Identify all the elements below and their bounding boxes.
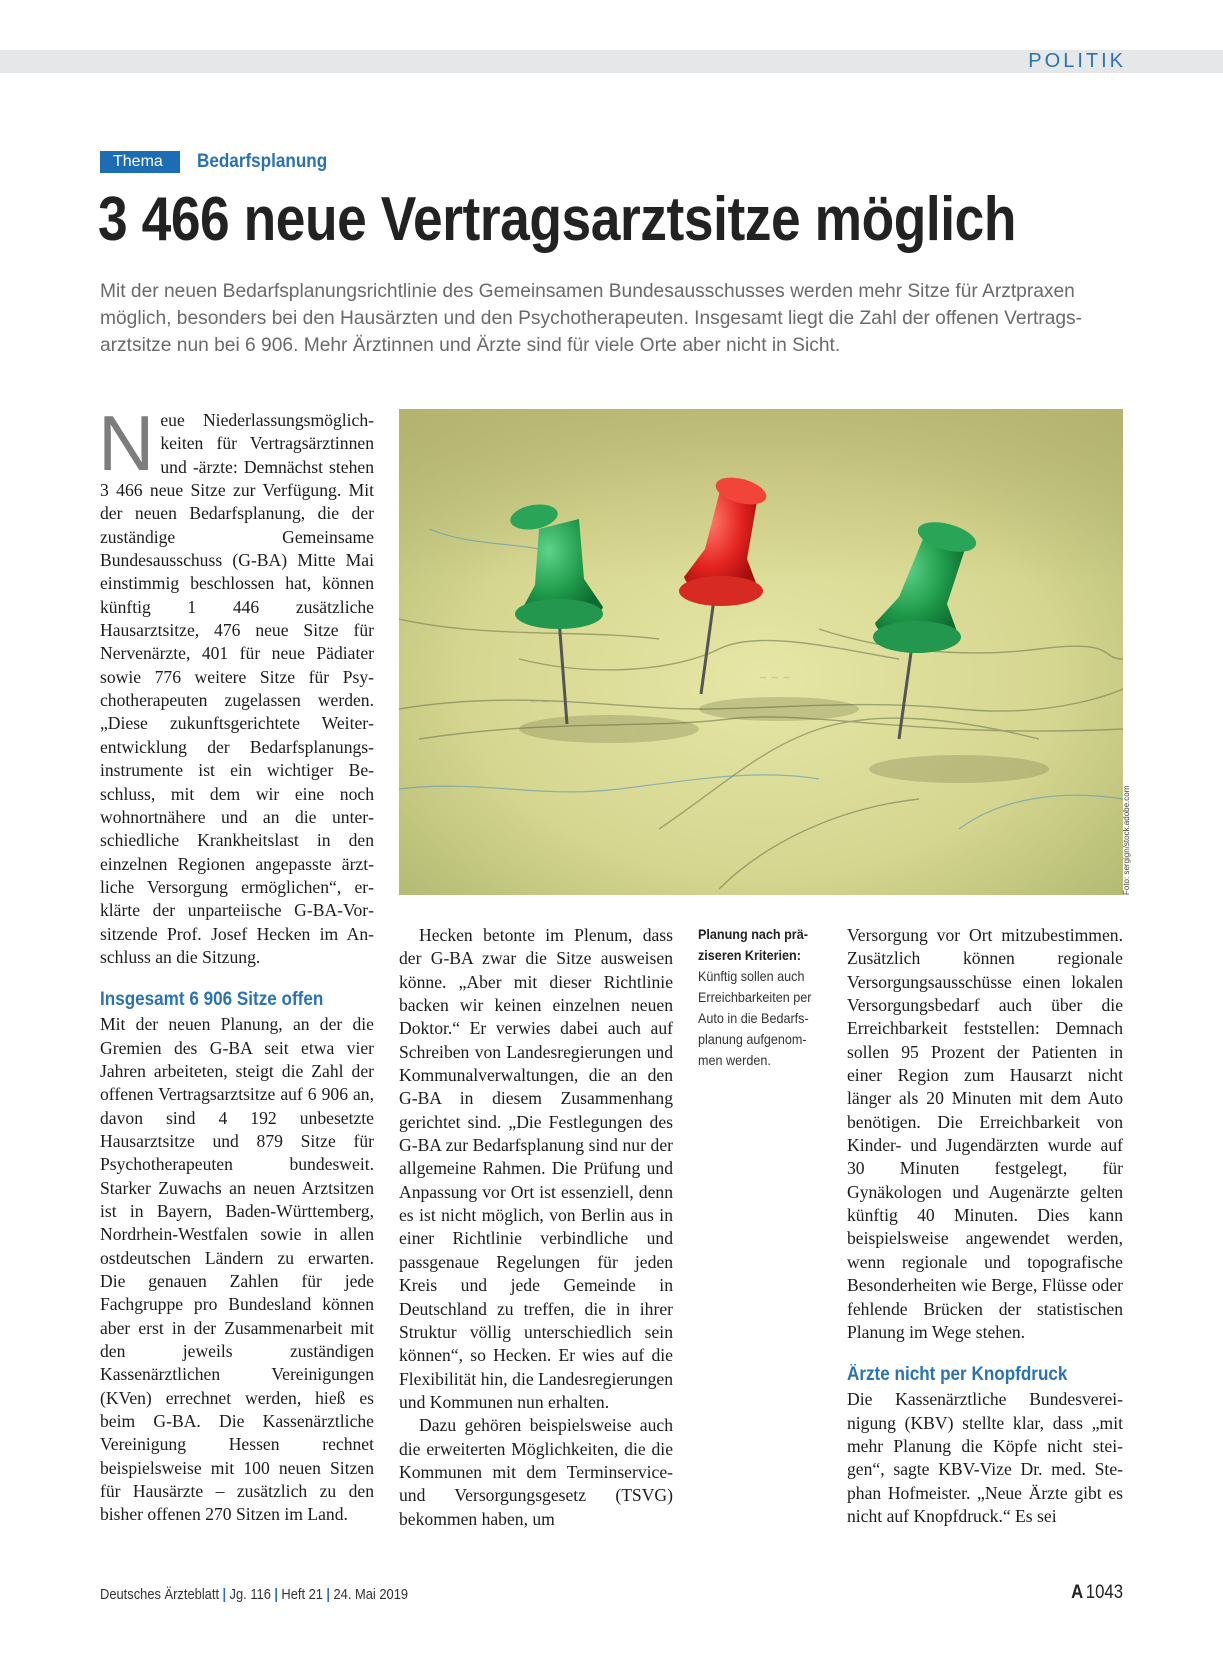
photo-caption (698, 924, 815, 1071)
drop-cap: N (98, 399, 155, 487)
lead-paragraph: Mit der neuen Bedarfsplanungsrichtlinie des Gemeinsamen Bundesausschusses werden mehr Sitze für Arztpraxen möglich, besonders bei den Hausärzten und den Psychotherapeuten. Insgesamt liegt die Zahl der offenen Vertragsarztsitze nun bei 6 906. Mehr Ärztinnen und Ärzte sind für viele Orte aber nicht in Sicht. (100, 281, 1083, 356)
subheading: Ärzte nicht per Knopfdruck (847, 1364, 1068, 1386)
svg-text:~ ~: ~ ~ (529, 697, 549, 708)
kicker-topic: Bedarfsplanung (197, 151, 328, 172)
svg-text:~ ~ ~: ~ ~ ~ (759, 673, 791, 684)
journal-name: Deutsches Ärzteblatt (100, 1586, 220, 1603)
article-paragraph: Dazu gehören beispielsweise auch die erweiterten Möglichkeiten, die die Kommunen mit dem Terminservice- und Versorgungsgesetz (TSVG) bekommen haben, um (399, 1415, 673, 1529)
article-column-3 (847, 924, 1123, 1528)
photo-credit: Foto: sergign/stock.adobe.com (1122, 785, 1131, 895)
article-paragraph: Versorgung vor Ort mitzubestimmen. Zusätzlich können regionale Versorgungsausschüsse einen lokalen Versorgungsbedarf auch über die Erreichbarkeit feststellen: Demnach sollen 95 Prozent der Patienten in einer Region zum Hausarzt nicht länger als 20 Minuten mit dem Auto benötigen. Die Erreichbarkeit von Kinder- und Jugendärzten wurde auf 30 Minuten festgelegt, für Gynäkologen und Augenärzte gelten künftig 40 Minuten. Dies kann beispielsweise angewendet werden, wenn regionale und topografische Besonderheiten wie Berge, Flüsse oder fehlende Brücken der statistischen Planung im Wege stehen. (847, 925, 1123, 1342)
section-label: POLITIK (1028, 50, 1126, 72)
article-column-2 (399, 924, 673, 1531)
article-paragraph: Die Kassenärztliche Bundesvereinigung (KBV) stellte klar, dass „mit mehr Planung die Köpfe nicht steigen“, sagte KBV-Vize Dr. med. Stephan Hofmeister. „Neue Ärzte gibt es nicht auf Knopfdruck.“ Es sei (847, 1389, 1123, 1526)
issue-date: 24. Mai 2019 (333, 1586, 409, 1603)
footer-citation: Deutsches Ärzteblatt | Jg. 116 | Heft 21 | 24. Mai 2019 (100, 1586, 409, 1603)
headline: 3 466 neue Vertragsarztsitze möglich (98, 185, 1017, 254)
article-column-1 (98, 399, 374, 1527)
page-number: A 1043 (1071, 1582, 1123, 1603)
article-paragraph (98, 399, 374, 969)
article-photo (399, 409, 1123, 895)
article-paragraph: Hecken betonte im Plenum, dass der G-BA zwar die Sitze ausweisen könne. „Aber mit dieser Richtlinie backen wir keinen einzelnen neuen Doktor.“ Er verwies dabei auch auf Schreiben von Landesregierungen und Kommunalverwaltungen, die an den G-BA in diesem Zusammenhang gerichtet sind. „Die Festlegungen des G-BA zur Bedarfsplanung sind nur der allgemeine Rahmen. Die Prüfung und Anpassung vor Ort ist essenziell, denn es ist nicht möglich, von Berlin aus in einer Richtlinie verbindliche und passgenaue Regelungen für jeden Kreis und jede Gemeinde in Deutschland zu treffen, die in ihrer Struktur völlig unterschiedlich sein können“, so Hecken. Er wies auf die Flexibilität hin, die Landesregierungen und Kommunen nun erhalten. (399, 925, 673, 1412)
thema-badge: Thema (100, 151, 180, 173)
subheading: Insgesamt 6 906 Sitze offen (100, 989, 324, 1011)
article-paragraph: Mit der neuen Planung, an der die Gremien des G-BA seit etwa vier Jahren arbeiteten, steigt die Zahl der offenen Vertragsarztsitze auf 6 906 an, davon sind 4 192 unbesetzte Hausarztsitze und 879 Sitze für Psychotherapeuten bundesweit. Starker Zuwachs an neuen Arztsitzen ist in Bayern, Baden-Württemberg, Nordrhein-Westfalen sowie in allen ostdeutschen Ländern zu erwarten. Die genauen Zahlen für jede Fachgruppe pro Bundesland können aber erst in der Zusammenarbeit mit den jeweils zuständigen Kassenärztlichen Vereinigungen (KVen) errechnet werden, hieß es beim G-BA. Die Kassenärztliche Vereinigung Hessen rechnet beispielsweise mit 100 neuen Sitzen für Hausärzte – zusätzlich zu den bisher offenen 270 Sitzen im Land. (100, 1014, 374, 1525)
volume: Jg. 116 (229, 1586, 271, 1603)
caption-text: Künftig sollen auch Erreichbarkeiten per Auto in die Bedarfsplanung aufgenommen werden. (698, 968, 812, 1068)
caption-title: Planung nach präziseren Kriterien: (698, 926, 808, 963)
paragraph-text: eue Niederlassungsmöglichkeiten für Vertragsärztinnen und -ärzte: Demnächst stehen 3 466 neue Sitze zur Verfügung. Mit der neuen Bedarfsplanung, die der zuständige Gemeinsame Bundesausschuss (G-BA) Mitte Mai einstimmig beschlossen hat, können künftig 1 446 zusätzliche Hausarztsitze, 476 neue Sitze für Nervenärzte, 401 für neue Pädiater sowie 776 weitere Sitze für Psychotherapeuten zugelassen werden. „Diese zukunftsgerichtete Weiterentwicklung der Bedarfsplanungsinstrumente ist ein wichtiger Beschluss, mit dem wir eine noch wohnortnähere und an die unterschiedliche Krankheitslast in den einzelnen Regionen angepasste ärztliche Versorgung ermöglichen“, erklärte der unparteiische G-BA-Vorsitzende Prof. Josef Hecken im Anschluss an die Sitzung. (100, 410, 374, 967)
kicker (100, 150, 342, 174)
issue: Heft 21 (281, 1586, 323, 1603)
